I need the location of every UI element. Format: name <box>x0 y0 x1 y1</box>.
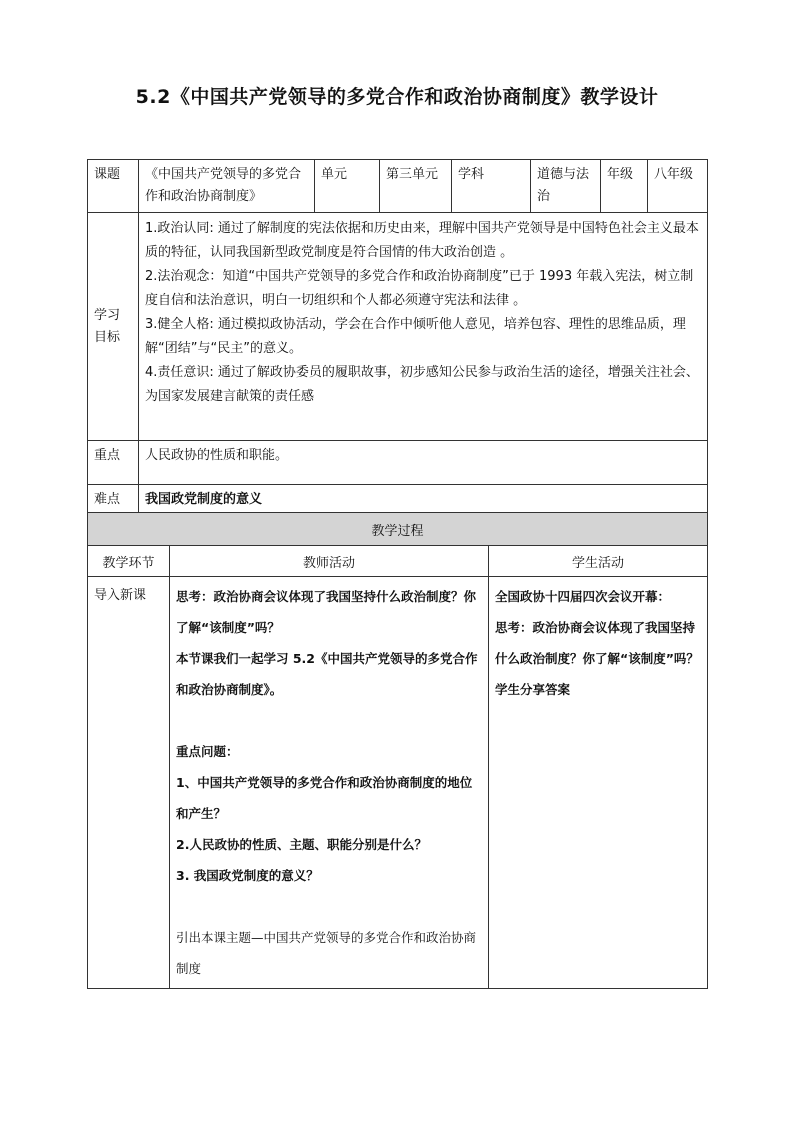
teacher-line: 2.人民政协的性质、主题、职能分别是什么？ <box>176 837 427 852</box>
teacher-line <box>176 891 482 922</box>
stage-cell: 导入新课 <box>88 577 170 989</box>
student-line: 全国政协十四届四次会议开幕： <box>495 589 671 604</box>
goal-item: 2.法治观念：知道“中国共产党领导的多党合作和政治协商制度”已于 1993 年载入宪法，树立制度自信和法治意识，明白一切组织和个人都必须遵守宪法和法律 。 <box>145 269 694 308</box>
process-columns-row <box>88 546 708 577</box>
difficult-point-value: 我国政党制度的意义 <box>139 485 708 516</box>
student-activity <box>489 577 708 989</box>
col-student: 学生活动 <box>489 546 708 577</box>
key-point-label: 重点 <box>88 441 139 485</box>
unit-value: 第三单元 <box>380 160 452 213</box>
page-title: 5.2《中国共产党领导的多党合作和政治协商制度》教学设计 <box>135 86 659 108</box>
unit-label: 单元 <box>315 160 380 213</box>
process-heading: 教学过程 <box>88 513 708 546</box>
student-line: 思考：政治协商会议体现了我国坚持什么政治制度？你了解“该制度”吗？ <box>495 620 699 666</box>
col-stage: 教学环节 <box>88 546 170 577</box>
key-point-value: 人民政协的性质和职能。 <box>139 441 708 485</box>
difficult-point-row <box>88 485 708 516</box>
subject-label: 学科 <box>452 160 531 213</box>
difficult-point-label: 难点 <box>88 485 139 516</box>
goal-item: 3.健全人格: 通过模拟政协活动，学会在合作中倾听他人意见，培养包容、理性的思维品质，理解“团结”与“民主”的意义。 <box>145 317 686 356</box>
lesson-info-table <box>87 159 708 516</box>
teacher-line: 思考：政治协商会议体现了我国坚持什么政治制度？你了解“该制度”吗？ <box>176 589 477 635</box>
grade-label: 年级 <box>601 160 648 213</box>
goals-content <box>139 213 708 441</box>
info-row <box>88 160 708 213</box>
goal-item: 4.责任意识: 通过了解政协委员的履职故事，初步感知公民参与政治生活的途径，增强关注社会、为国家发展建言献策的责任感 <box>145 365 699 404</box>
process-row <box>88 577 708 989</box>
goals-label: 学习目标 <box>88 213 139 441</box>
teacher-line <box>176 705 482 736</box>
topic-label: 课题 <box>88 160 139 213</box>
teacher-activity <box>170 577 489 989</box>
teacher-line: 本节课我们一起学习 5.2《中国共产党领导的多党合作和政治协商制度》。 <box>176 651 478 697</box>
key-point-row <box>88 441 708 485</box>
teacher-line: 重点问题： <box>176 744 239 759</box>
subject-value: 道德与法治 <box>531 160 601 213</box>
process-heading-row <box>88 513 708 546</box>
goal-item: 1.政治认同: 通过了解制度的宪法依据和历史由来，理解中国共产党领导是中国特色社会主义最本质的特征，认同我国新型政党制度是符合国情的伟大政治创造 。 <box>145 221 699 260</box>
teacher-line: 引出本课主题—中国共产党领导的多党合作和政治协商制度 <box>176 930 477 976</box>
goals-row <box>88 213 708 441</box>
process-table <box>87 512 708 989</box>
student-line: 学生分享答案 <box>495 682 571 697</box>
grade-value: 八年级 <box>648 160 708 213</box>
topic-value: 《中国共产党领导的多党合作和政治协商制度》 <box>139 160 315 213</box>
col-teacher: 教师活动 <box>170 546 489 577</box>
teacher-line: 1、中国共产党领导的多党合作和政治协商制度的地位和产生？ <box>176 775 473 821</box>
teacher-line: 3. 我国政党制度的意义？ <box>176 868 319 883</box>
